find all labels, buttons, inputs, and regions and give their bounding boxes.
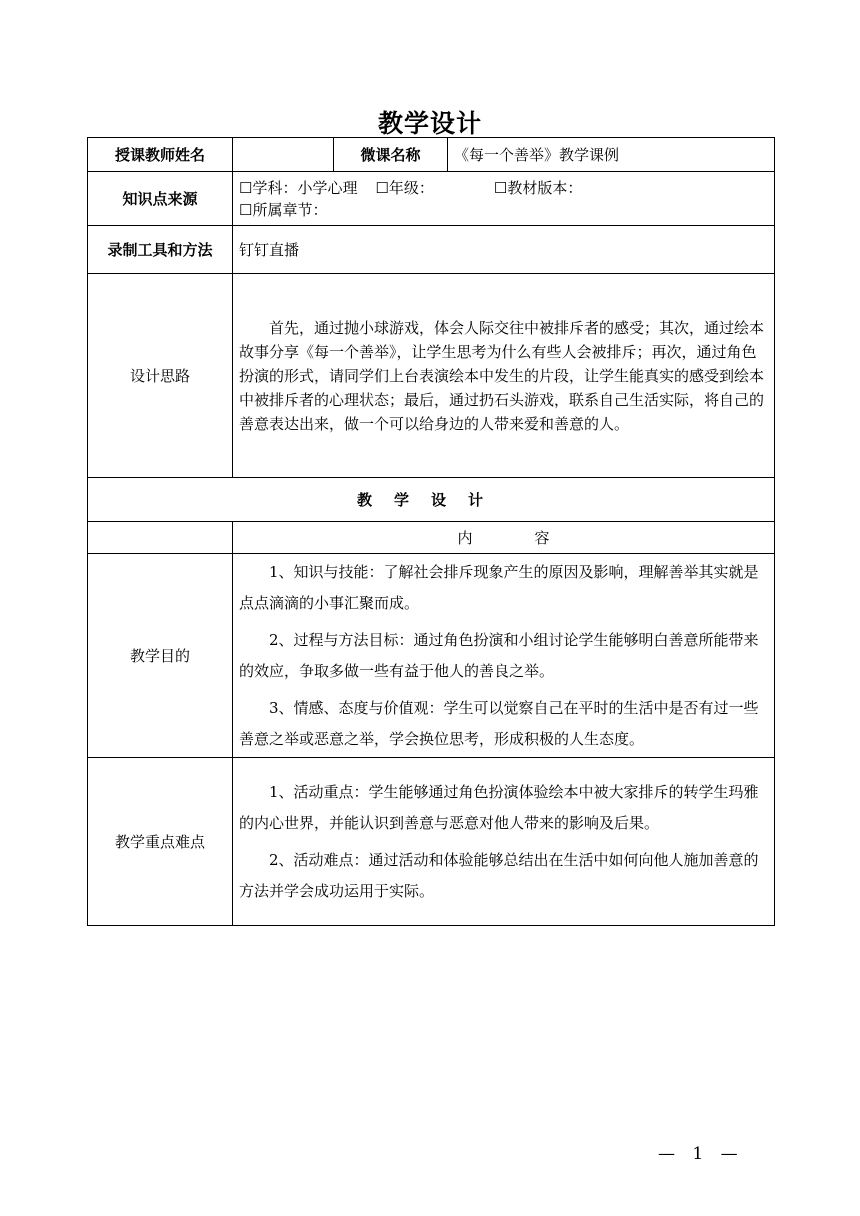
content-header-blank [88, 522, 233, 554]
design-idea-text: 首先，通过抛小球游戏，体会人际交往中被排斥者的感受；其次，通过绘本故事分享《每一个善举》，让学生思考为什么有些人会被排斥；再次，通过角色扮演的形式，请同学们上台表演绘本中发生的片段，让学生能真实的感受到绘本中被排斥者的心理状态；最后，通过扔石头游戏，联系自己生活实际，将自己的善意表达出来，做一个可以给身边的人带来爱和善意的人。 [233, 274, 775, 478]
page-number: — 1 — [658, 1144, 744, 1164]
document-title: 教学设计 [377, 109, 482, 138]
row-key-points [88, 758, 775, 926]
key-point-item: 1、活动重点：学生能够通过角色扮演体验绘本中被大家排斥的转学生玛雅的内心世界，并能认识到善意与恶意对他人带来的影响及后果。 [239, 782, 759, 832]
row-teacher-course [88, 138, 775, 172]
key-points-text [233, 758, 775, 926]
objective-item: 3、情感、态度与价值观：学生可以觉察自己在平时的生活中是否有过一些善意之举或恶意之举，学会换位思考，形成积极的人生态度。 [239, 698, 759, 748]
teacher-name-value [233, 138, 334, 172]
objective-item: 1、知识与技能：了解社会排斥现象产生的原因及影响，理解善举其实就是点点滴滴的小事汇聚而成。 [239, 562, 759, 612]
objective-item: 2、过程与方法目标：通过角色扮演和小组讨论学生能够明白善意所能带来的效应，争取多做一些有益于他人的善良之举。 [239, 630, 759, 680]
lesson-design-table [87, 137, 775, 926]
grade-field: ☐年级： [375, 178, 434, 197]
course-name-value: 《每一个善举》教学课例 [448, 138, 775, 172]
row-knowledge-source [88, 172, 775, 226]
content-header [233, 522, 775, 554]
row-objectives [88, 554, 775, 758]
recording-tool-value: 钉钉直播 [233, 226, 775, 274]
row-recording-tool [88, 226, 775, 274]
key-points-label: 教学重点难点 [88, 758, 233, 926]
knowledge-source-label: 知识点来源 [88, 172, 233, 226]
objectives-text [233, 554, 775, 758]
design-idea-label: 设计思路 [88, 274, 233, 478]
content-header-right: 容 [534, 528, 550, 547]
objectives-label: 教学目的 [88, 554, 233, 758]
recording-tool-label: 录制工具和方法 [88, 226, 233, 274]
row-content-header [88, 522, 775, 554]
knowledge-source-value [233, 172, 775, 226]
section-header: 教学设计 [88, 478, 775, 522]
key-point-item: 2、活动难点：通过活动和体验能够总结出在生活中如何向他人施加善意的方法并学会成功运用于实际。 [239, 850, 759, 900]
teacher-name-label: 授课教师姓名 [88, 138, 233, 172]
course-name-label: 微课名称 [334, 138, 448, 172]
row-design-idea [88, 274, 775, 478]
content-header-left: 内 [457, 528, 473, 547]
edition-field: ☐教材版本： [493, 178, 583, 197]
chapter-field: ☐所属章节： [239, 200, 328, 219]
row-section-header [88, 478, 775, 522]
subject-field: ☐学科：小学心理 [239, 178, 358, 197]
